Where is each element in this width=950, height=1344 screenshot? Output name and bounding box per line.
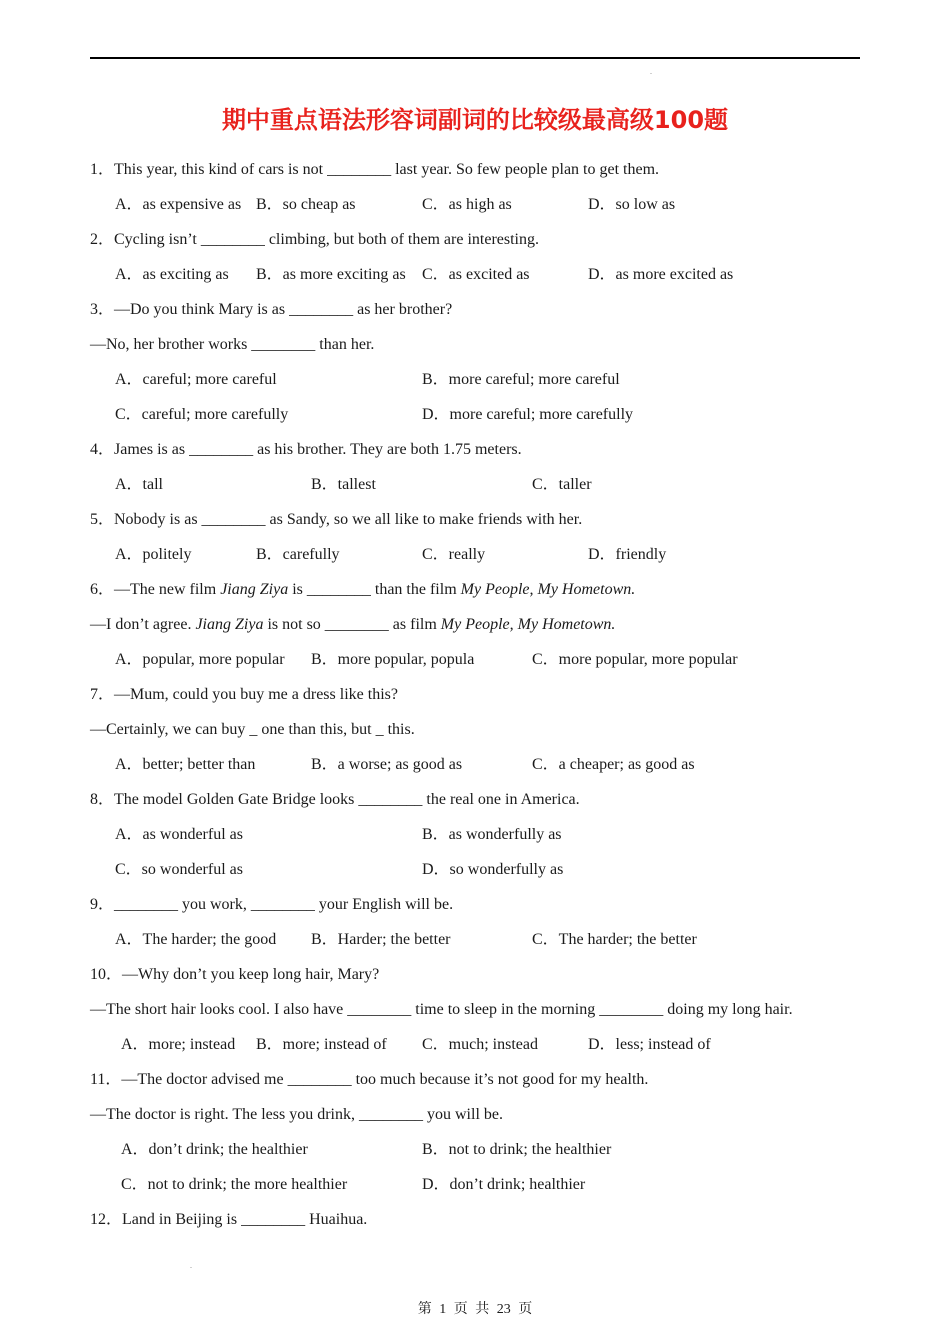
- q11-option-d: D．don’t drink; healthier: [422, 1176, 586, 1193]
- q7-option-c: C．a cheaper; as good as: [532, 756, 695, 773]
- q6-film-title-1: Jiang Ziya: [220, 581, 289, 598]
- q2-option-d: D．as more excited as: [588, 266, 734, 283]
- q6-option-c: C．more popular, more popular: [532, 651, 738, 668]
- q1-option-d: D．so low as: [588, 196, 676, 213]
- header-rule: [90, 57, 860, 59]
- footer-dot: .: [190, 1261, 192, 1270]
- q1-option-c: C．as high as: [422, 196, 512, 213]
- question-11-line-2: —The doctor is right. The less you drink, ________ you will be.: [90, 1106, 503, 1123]
- q6-line2-middle: is not so ________ as film: [263, 616, 441, 633]
- q6-line2-film-title-2: My People, My Hometown.: [440, 616, 616, 633]
- q4-option-a: A．tall: [115, 476, 163, 493]
- question-12: 12．Land in Beijing is ________ Huaihua.: [90, 1211, 368, 1228]
- q6-film-title-2: My People, My Hometown.: [460, 581, 636, 598]
- q7-option-b: B．a worse; as good as: [311, 756, 463, 773]
- q3-option-c: C．careful; more carefully: [115, 406, 289, 423]
- question-10: 10．—Why don’t you keep long hair, Mary?: [90, 966, 380, 983]
- q9-option-c: C．The harder; the better: [532, 931, 697, 948]
- question-11: 11．—The doctor advised me ________ too much because it’s not good for my health.: [90, 1071, 649, 1088]
- question-2: 2．Cycling isn’t ________ climbing, but both of them are interesting.: [90, 231, 539, 248]
- q6-line1-middle: is ________ than the film: [288, 581, 461, 598]
- q11-option-b: B．not to drink; the healthier: [422, 1141, 612, 1158]
- q4-option-c: C．taller: [532, 476, 592, 493]
- question-3-line-2: —No, her brother works ________ than her.: [90, 336, 375, 353]
- page-footer: [0, 1298, 950, 1318]
- q6-line2-film-title-1: Jiang Ziya: [195, 616, 264, 633]
- question-7: 7．—Mum, could you buy me a dress like this?: [90, 686, 398, 703]
- question-7-line-2: —Certainly, we can buy _ one than this, but _ this.: [90, 721, 415, 738]
- footer-label-gong: 共: [475, 1302, 490, 1317]
- question-6-line-2: [90, 615, 615, 635]
- q11-option-c: C．not to drink; the more healthier: [121, 1176, 348, 1193]
- question-10-line-2: —The short hair looks cool. I also have ________ time to sleep in the morning ________ doing my long hair.: [90, 1001, 793, 1018]
- q5-option-c: C．really: [422, 546, 486, 563]
- q1-option-b: B．so cheap as: [256, 196, 356, 213]
- q6-line2-prefix: —I don’t agree.: [90, 616, 196, 633]
- q10-option-d: D．less; instead of: [588, 1036, 711, 1053]
- q3-option-d: D．more careful; more carefully: [422, 406, 634, 423]
- question-5: 5．Nobody is as ________ as Sandy, so we all like to make friends with her.: [90, 511, 583, 528]
- q10-option-c: C．much; instead: [422, 1036, 538, 1053]
- q8-option-a: A．as wonderful as: [115, 826, 243, 843]
- question-4: 4．James is as ________ as his brother. They are both 1.75 meters.: [90, 441, 522, 458]
- footer-total-pages: 23: [496, 1302, 511, 1317]
- q10-option-b: B．more; instead of: [256, 1036, 387, 1053]
- footer-page-number: 1: [439, 1302, 447, 1317]
- q6-line1-prefix: 6．—The new film: [90, 581, 221, 598]
- q7-option-a: A．better; better than: [115, 756, 256, 773]
- q5-option-d: D．friendly: [588, 546, 667, 563]
- q6-option-a: A．popular, more popular: [115, 651, 285, 668]
- q9-option-a: A．The harder; the good: [115, 931, 277, 948]
- page-title: 期中重点语法形容词副词的比较级最高级100题: [221, 106, 729, 134]
- question-1: 1．This year, this kind of cars is not ________ last year. So few people plan to get them.: [90, 161, 660, 178]
- q10-option-a: A．more; instead: [121, 1036, 236, 1053]
- footer-label-ye: 页: [453, 1302, 468, 1317]
- q8-option-c: C．so wonderful as: [115, 861, 243, 878]
- q3-option-a: A．careful; more careful: [115, 371, 277, 388]
- q9-option-b: B．Harder; the better: [311, 931, 451, 948]
- q1-option-a: A．as expensive as: [115, 196, 242, 213]
- q3-option-b: B．more careful; more careful: [422, 371, 620, 388]
- q11-option-a: A．don’t drink; the healthier: [121, 1141, 308, 1158]
- question-3: 3．—Do you think Mary is as ________ as her brother?: [90, 301, 453, 318]
- q8-option-b: B．as wonderfully as: [422, 826, 562, 843]
- q6-option-b: B．more popular, popula: [311, 651, 475, 668]
- q8-option-d: D．so wonderfully as: [422, 861, 564, 878]
- q4-option-b: B．tallest: [311, 476, 376, 493]
- q2-option-b: B．as more exciting as: [256, 266, 406, 283]
- question-6: [90, 580, 635, 600]
- q2-option-c: C．as excited as: [422, 266, 530, 283]
- footer-label-di: 第: [417, 1302, 432, 1317]
- q5-option-b: B．carefully: [256, 546, 340, 563]
- q5-option-a: A．politely: [115, 546, 192, 563]
- header-dot: .: [650, 67, 652, 76]
- question-9: 9．________ you work, ________ your English will be.: [90, 896, 454, 913]
- q2-option-a: A．as exciting as: [115, 266, 229, 283]
- footer-label-ye-2: 页: [518, 1302, 533, 1317]
- question-8: 8．The model Golden Gate Bridge looks ________ the real one in America.: [90, 791, 580, 808]
